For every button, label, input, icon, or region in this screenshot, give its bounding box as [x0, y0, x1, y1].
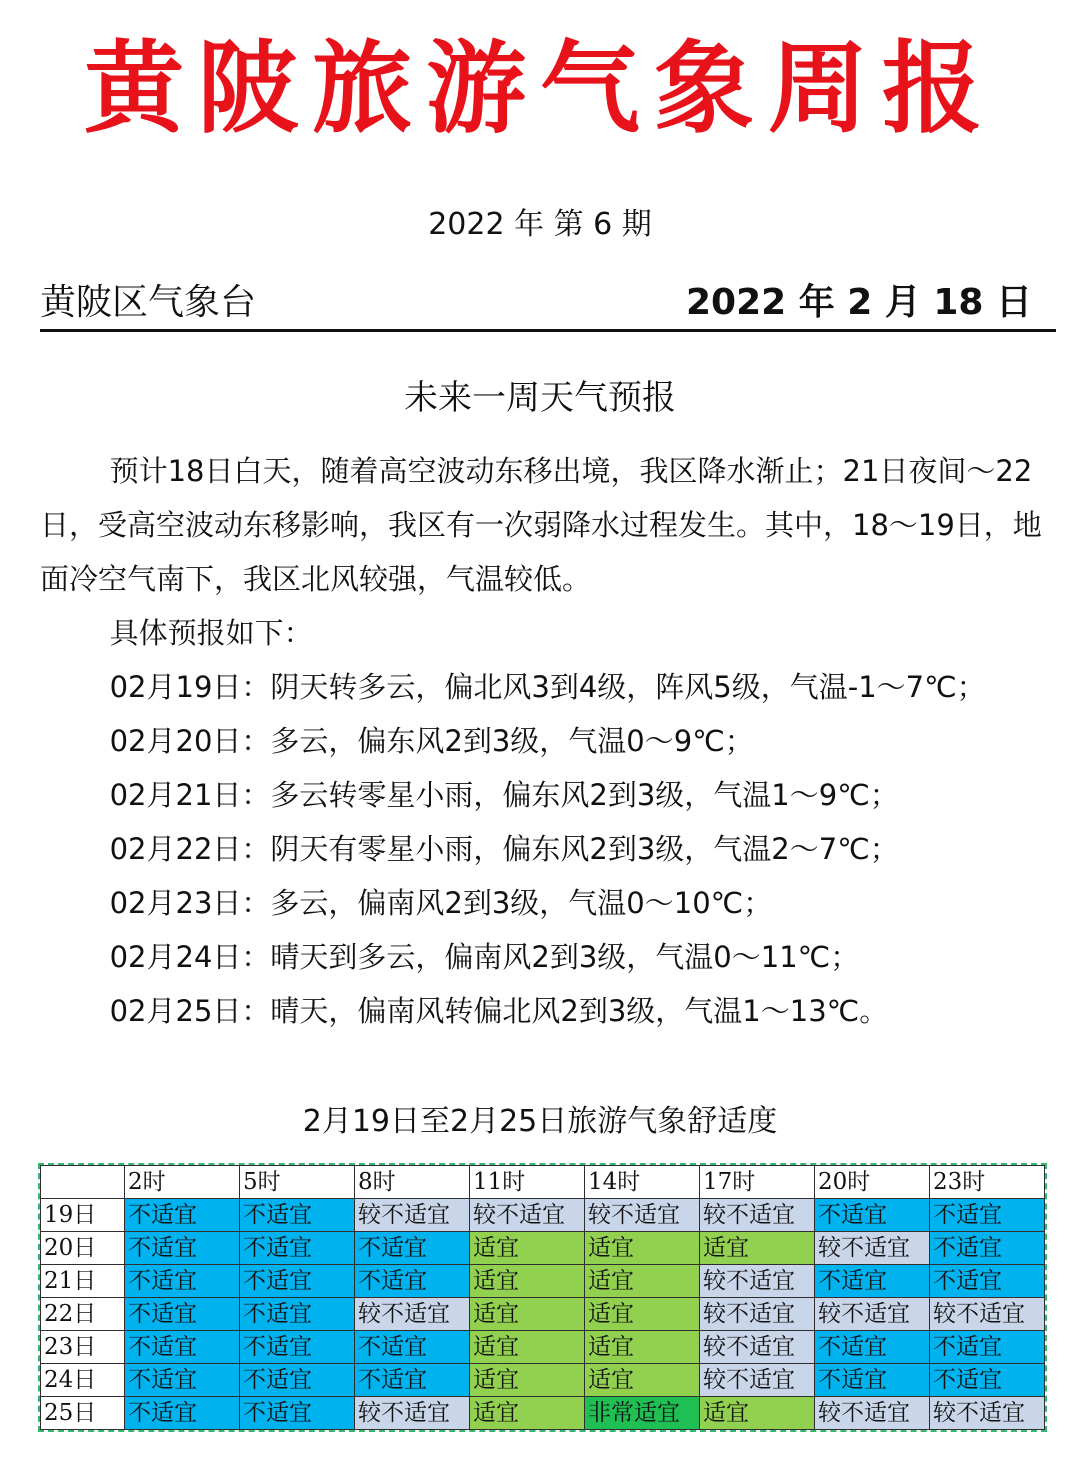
- comfort-cell: 较不适宜: [470, 1199, 585, 1232]
- comfort-cell: 适宜: [585, 1364, 700, 1397]
- comfort-cell: 不适宜: [240, 1364, 355, 1397]
- comfort-cell: 较不适宜: [815, 1232, 930, 1265]
- hour-header: 5时: [240, 1166, 355, 1199]
- comfort-cell: 不适宜: [930, 1331, 1045, 1364]
- comfort-cell: 不适宜: [930, 1265, 1045, 1298]
- comfort-cell: 不适宜: [240, 1298, 355, 1331]
- comfort-cell: 不适宜: [240, 1331, 355, 1364]
- comfort-cell: 适宜: [700, 1397, 815, 1430]
- issue-number: 2022 年 第 6 期: [428, 207, 652, 242]
- comfort-cell: 不适宜: [125, 1298, 240, 1331]
- day-label: 23日: [41, 1331, 125, 1364]
- comfort-cell: 不适宜: [815, 1364, 930, 1397]
- comfort-cell: 不适宜: [355, 1331, 470, 1364]
- comfort-cell: 较不适宜: [700, 1199, 815, 1232]
- forecast-day-21: 02月21日：多云转零星小雨，偏东风2到3级，气温1～9℃；: [109, 778, 899, 812]
- comfort-cell: 适宜: [470, 1364, 585, 1397]
- forecast-intro: 具体预报如下：: [109, 616, 313, 650]
- comfort-cell: 较不适宜: [815, 1397, 930, 1430]
- comfort-cell: 适宜: [470, 1298, 585, 1331]
- hour-header: 23时: [930, 1166, 1045, 1199]
- table-row: [41, 1364, 1045, 1397]
- table-row: [41, 1298, 1045, 1331]
- comfort-cell: 不适宜: [815, 1265, 930, 1298]
- comfort-cell: 不适宜: [240, 1397, 355, 1430]
- comfort-cell: 不适宜: [125, 1397, 240, 1430]
- comfort-cell: 不适宜: [125, 1199, 240, 1232]
- table-row: [41, 1397, 1045, 1430]
- corner-cell: [41, 1166, 125, 1199]
- comfort-cell: 较不适宜: [355, 1397, 470, 1430]
- hour-header: 20时: [815, 1166, 930, 1199]
- comfort-table: [40, 1165, 1045, 1430]
- agency-name: 黄陂区气象台: [40, 282, 257, 323]
- comfort-cell: 不适宜: [930, 1232, 1045, 1265]
- comfort-cell: 不适宜: [240, 1232, 355, 1265]
- comfort-cell: 较不适宜: [930, 1298, 1045, 1331]
- comfort-cell: 适宜: [700, 1232, 815, 1265]
- report-title: 黄陂旅游气象周报: [84, 29, 996, 147]
- forecast-day-22: 02月22日：阴天有零星小雨，偏东风2到3级，气温2～7℃；: [109, 832, 899, 866]
- comfort-cell: 较不适宜: [355, 1298, 470, 1331]
- comfort-table-title: 2月19日至2月25日旅游气象舒适度: [302, 1104, 778, 1139]
- comfort-cell: 不适宜: [125, 1364, 240, 1397]
- day-label: 25日: [41, 1397, 125, 1430]
- comfort-cell: 不适宜: [240, 1199, 355, 1232]
- forecast-day-24: 02月24日：晴天到多云，偏南风2到3级，气温0～11℃；: [109, 940, 860, 974]
- comfort-cell: 较不适宜: [585, 1199, 700, 1232]
- comfort-header-row: [41, 1166, 1045, 1199]
- table-row: [41, 1232, 1045, 1265]
- comfort-cell: 较不适宜: [930, 1397, 1045, 1430]
- hour-header: 14时: [585, 1166, 700, 1199]
- comfort-cell: 较不适宜: [700, 1265, 815, 1298]
- comfort-cell: 较不适宜: [355, 1199, 470, 1232]
- comfort-cell: 不适宜: [355, 1265, 470, 1298]
- comfort-cell: 不适宜: [355, 1364, 470, 1397]
- report-date: 2022 年 2 月 18 日: [685, 282, 1032, 323]
- forecast-summary: 预计18日白天，随着高空波动东移出境，我区降水渐止；21日夜间～22日，受高空波动东移影响，我区有一次弱降水过程发生。其中，18～19日，地面冷空气南下，我区北风较强，气温较低。: [40, 454, 1042, 596]
- comfort-cell: 适宜: [470, 1397, 585, 1430]
- day-label: 21日: [41, 1265, 125, 1298]
- section-title: 未来一周天气预报: [404, 378, 676, 418]
- comfort-cell: 适宜: [470, 1331, 585, 1364]
- comfort-cell: 适宜: [470, 1232, 585, 1265]
- day-label: 20日: [41, 1232, 125, 1265]
- comfort-cell: 不适宜: [930, 1199, 1045, 1232]
- hour-header: 8时: [355, 1166, 470, 1199]
- day-label: 19日: [41, 1199, 125, 1232]
- comfort-cell: 较不适宜: [700, 1331, 815, 1364]
- hour-header: 2时: [125, 1166, 240, 1199]
- comfort-cell: 不适宜: [240, 1265, 355, 1298]
- forecast-day-25: 02月25日：晴天，偏南风转偏北风2到3级，气温1～13℃。: [109, 994, 889, 1028]
- forecast-day-23: 02月23日：多云，偏南风2到3级，气温0～10℃；: [109, 886, 773, 920]
- comfort-cell: 非常适宜: [585, 1397, 700, 1430]
- table-row: [41, 1265, 1045, 1298]
- comfort-cell: 适宜: [585, 1265, 700, 1298]
- day-label: 24日: [41, 1364, 125, 1397]
- forecast-day-19: 02月19日：阴天转多云，偏北风3到4级，阵风5级，气温-1～7℃；: [109, 670, 986, 704]
- forecast-body: [40, 444, 1045, 1038]
- comfort-cell: 较不适宜: [700, 1298, 815, 1331]
- comfort-cell: 不适宜: [125, 1331, 240, 1364]
- hour-header: 17时: [700, 1166, 815, 1199]
- comfort-cell: 适宜: [470, 1265, 585, 1298]
- comfort-cell: 适宜: [585, 1298, 700, 1331]
- comfort-cell: 适宜: [585, 1232, 700, 1265]
- comfort-cell: 较不适宜: [700, 1364, 815, 1397]
- comfort-cell: 不适宜: [815, 1199, 930, 1232]
- forecast-day-20: 02月20日：多云，偏东风2到3级，气温0～9℃；: [109, 724, 754, 758]
- header-divider: [40, 329, 1056, 332]
- table-row: [41, 1331, 1045, 1364]
- comfort-cell: 不适宜: [930, 1364, 1045, 1397]
- day-label: 22日: [41, 1298, 125, 1331]
- comfort-cell: 较不适宜: [815, 1298, 930, 1331]
- comfort-cell: 不适宜: [125, 1232, 240, 1265]
- comfort-cell: 适宜: [585, 1331, 700, 1364]
- comfort-cell: 不适宜: [815, 1331, 930, 1364]
- hour-header: 11时: [470, 1166, 585, 1199]
- table-row: [41, 1199, 1045, 1232]
- comfort-cell: 不适宜: [355, 1232, 470, 1265]
- comfort-cell: 不适宜: [125, 1265, 240, 1298]
